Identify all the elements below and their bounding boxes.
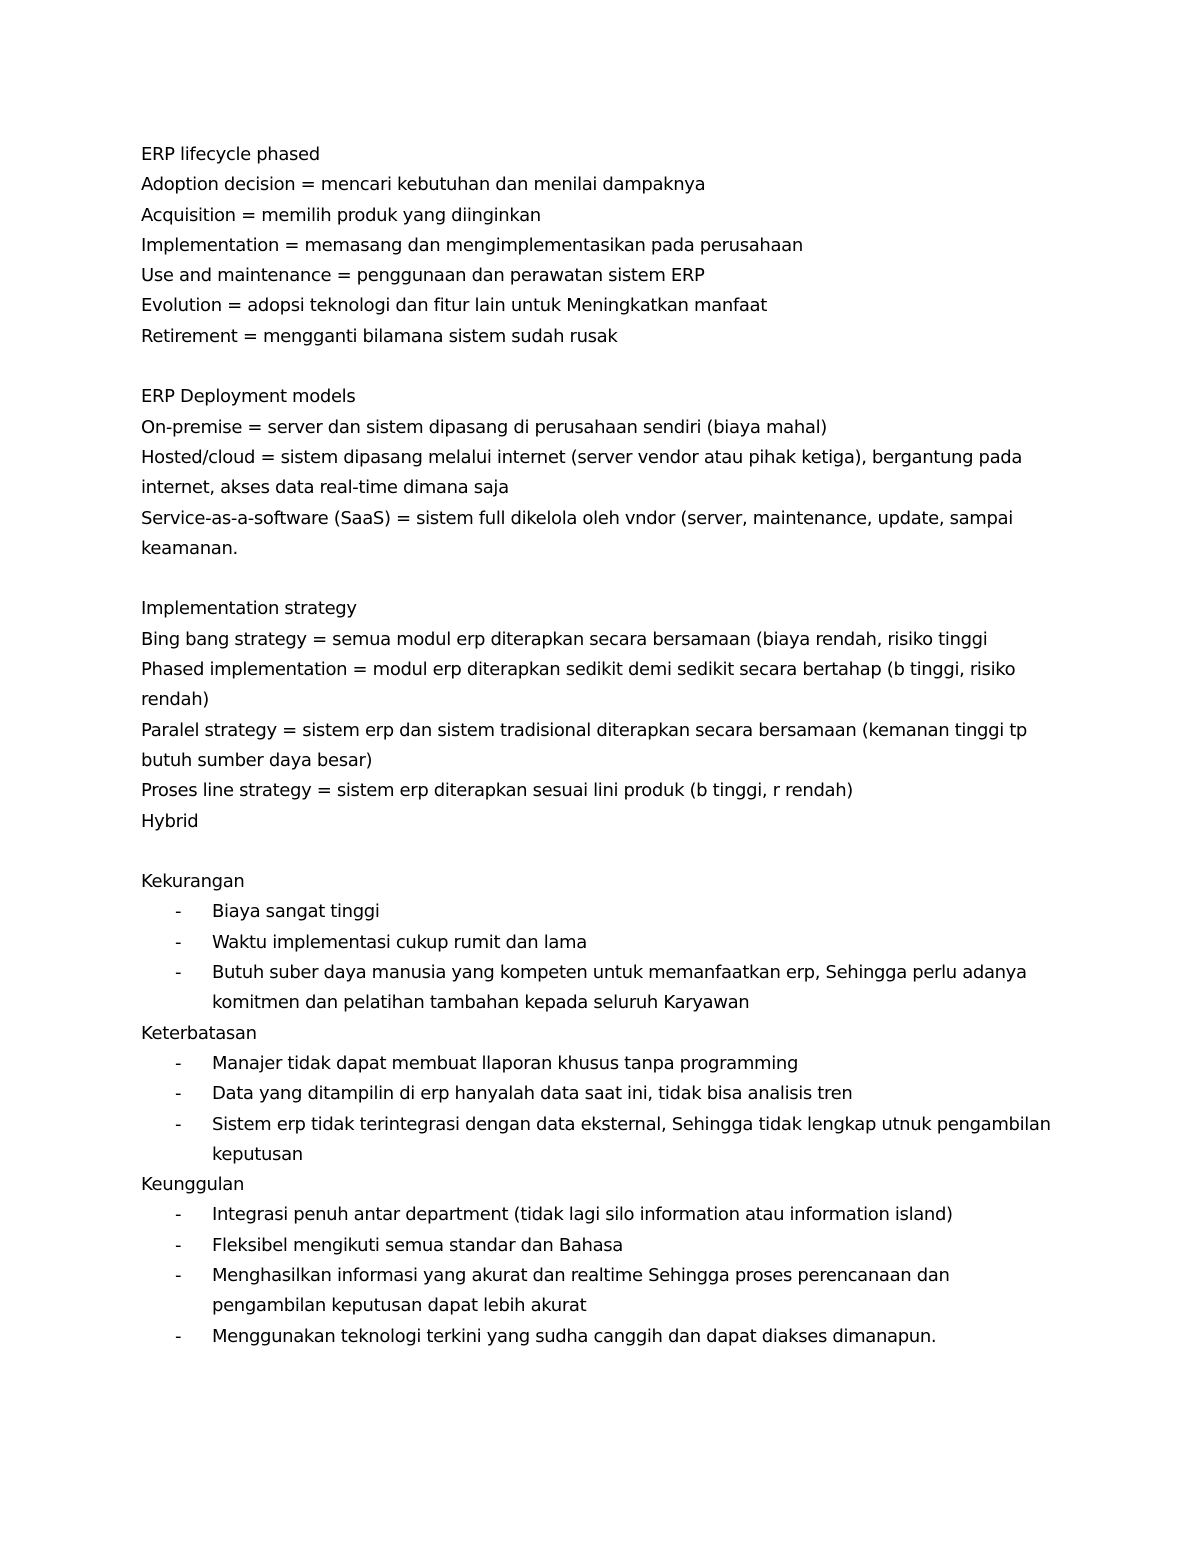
text-line: Hosted/cloud = sistem dipasang melalui internet (server vendor atau pihak ketiga), bergantung pada xyxy=(141,446,1023,468)
list-item xyxy=(141,1049,1061,1079)
list-item-text-continued: pengambilan keputusan dapat lebih akurat xyxy=(212,1295,587,1317)
text-line: Adoption decision = mencari kebutuhan dan menilai dampaknya xyxy=(141,174,706,196)
list-item-text: Integrasi penuh antar department (tidak lagi silo information atau information island) xyxy=(212,1204,953,1226)
section-title-strategy: Implementation strategy xyxy=(141,598,357,620)
text-line: Implementation = memasang dan mengimplementasikan pada perusahaan xyxy=(141,234,803,256)
text-line: Retirement = mengganti bilamana sistem sudah rusak xyxy=(141,325,618,347)
dash-marker: - xyxy=(175,1052,182,1074)
list-item-text: Menggunakan teknologi terkini yang sudha canggih dan dapat diakses dimanapun. xyxy=(212,1325,937,1347)
text-line: Phased implementation = modul erp diterapkan sedikit demi sedikit secara bertahap (b tinggi, risiko xyxy=(141,659,1016,681)
list-item-text: Manajer tidak dapat membuat llaporan khusus tanpa programming xyxy=(212,1052,799,1074)
text-line: internet, akses data real-time dimana saja xyxy=(141,477,509,499)
section-kekurangan xyxy=(141,867,1061,1018)
dash-marker: - xyxy=(175,962,182,984)
section-title-deployment: ERP Deployment models xyxy=(141,386,356,408)
section-lifecycle xyxy=(141,140,1061,352)
list-item xyxy=(141,1261,1061,1322)
list-item xyxy=(141,1079,1061,1109)
list-item-text: Data yang ditampilin di erp hanyalah data saat ini, tidak bisa analisis tren xyxy=(212,1083,853,1105)
dash-marker: - xyxy=(175,1113,182,1135)
list-item xyxy=(141,897,1061,927)
dash-marker: - xyxy=(175,1234,182,1256)
section-keterbatasan xyxy=(141,1019,1061,1170)
text-line: Service-as-a-software (SaaS) = sistem full dikelola oleh vndor (server, maintenance, update, sampai xyxy=(141,507,1013,529)
bullet-list-keunggulan xyxy=(141,1200,1061,1351)
list-item-text-continued: komitmen dan pelatihan tambahan kepada seluruh Karyawan xyxy=(212,992,750,1014)
section-title-keterbatasan: Keterbatasan xyxy=(141,1022,257,1044)
section-title-kekurangan: Kekurangan xyxy=(141,871,245,893)
list-item xyxy=(141,1110,1061,1171)
text-line: Acquisition = memilih produk yang diinginkan xyxy=(141,204,541,226)
section-title-lifecycle: ERP lifecycle phased xyxy=(141,144,320,165)
list-item xyxy=(141,1200,1061,1230)
bullet-list-keterbatasan xyxy=(141,1049,1061,1170)
text-line: Bing bang strategy = semua modul erp diterapkan secara bersamaan (biaya rendah, risiko tinggi xyxy=(141,628,988,650)
dash-marker: - xyxy=(175,1083,182,1105)
section-deployment xyxy=(141,382,1061,564)
dash-marker: - xyxy=(175,1204,182,1226)
list-item xyxy=(141,1322,1061,1352)
list-item-text: Menghasilkan informasi yang akurat dan realtime Sehingga proses perencanaan dan xyxy=(212,1264,950,1286)
text-line: Hybrid xyxy=(141,810,199,832)
list-item-text: Biaya sangat tinggi xyxy=(212,901,380,923)
bullet-list-kekurangan xyxy=(141,897,1061,1018)
list-item xyxy=(141,928,1061,958)
section-title-keunggulan: Keunggulan xyxy=(141,1174,244,1196)
list-item-text-continued: keputusan xyxy=(212,1143,303,1165)
list-item-text: Butuh suber daya manusia yang kompeten untuk memanfaatkan erp, Sehingga perlu adanya xyxy=(212,962,1027,984)
text-line: keamanan. xyxy=(141,537,238,559)
text-line: Evolution = adopsi teknologi dan fitur lain untuk Meningkatkan manfaat xyxy=(141,295,767,317)
document-body xyxy=(141,140,1061,1352)
text-line: On-premise = server dan sistem dipasang di perusahaan sendiri (biaya mahal) xyxy=(141,416,827,438)
section-strategy xyxy=(141,594,1061,836)
text-line: Use and maintenance = penggunaan dan perawatan sistem ERP xyxy=(141,265,705,287)
list-item-text: Sistem erp tidak terintegrasi dengan data eksternal, Sehingga tidak lengkap utnuk pengambilan xyxy=(212,1113,1051,1135)
section-keunggulan xyxy=(141,1170,1061,1352)
list-item xyxy=(141,958,1061,1019)
paragraph-gap xyxy=(141,564,1061,594)
paragraph-gap xyxy=(141,837,1061,867)
text-line: rendah) xyxy=(141,689,209,711)
list-item-text: Fleksibel mengikuti semua standar dan Bahasa xyxy=(212,1234,623,1256)
text-line: Proses line strategy = sistem erp diterapkan sesuai lini produk (b tinggi, r rendah) xyxy=(141,780,853,802)
text-line: Paralel strategy = sistem erp dan sistem tradisional diterapkan secara bersamaan (kemanan tinggi tp xyxy=(141,719,1028,741)
dash-marker: - xyxy=(175,1325,182,1347)
text-line: butuh sumber daya besar) xyxy=(141,749,373,771)
list-item-text: Waktu implementasi cukup rumit dan lama xyxy=(212,931,587,953)
dash-marker: - xyxy=(175,1264,182,1286)
paragraph-gap xyxy=(141,352,1061,382)
dash-marker: - xyxy=(175,931,182,953)
list-item xyxy=(141,1231,1061,1261)
dash-marker: - xyxy=(175,901,182,923)
